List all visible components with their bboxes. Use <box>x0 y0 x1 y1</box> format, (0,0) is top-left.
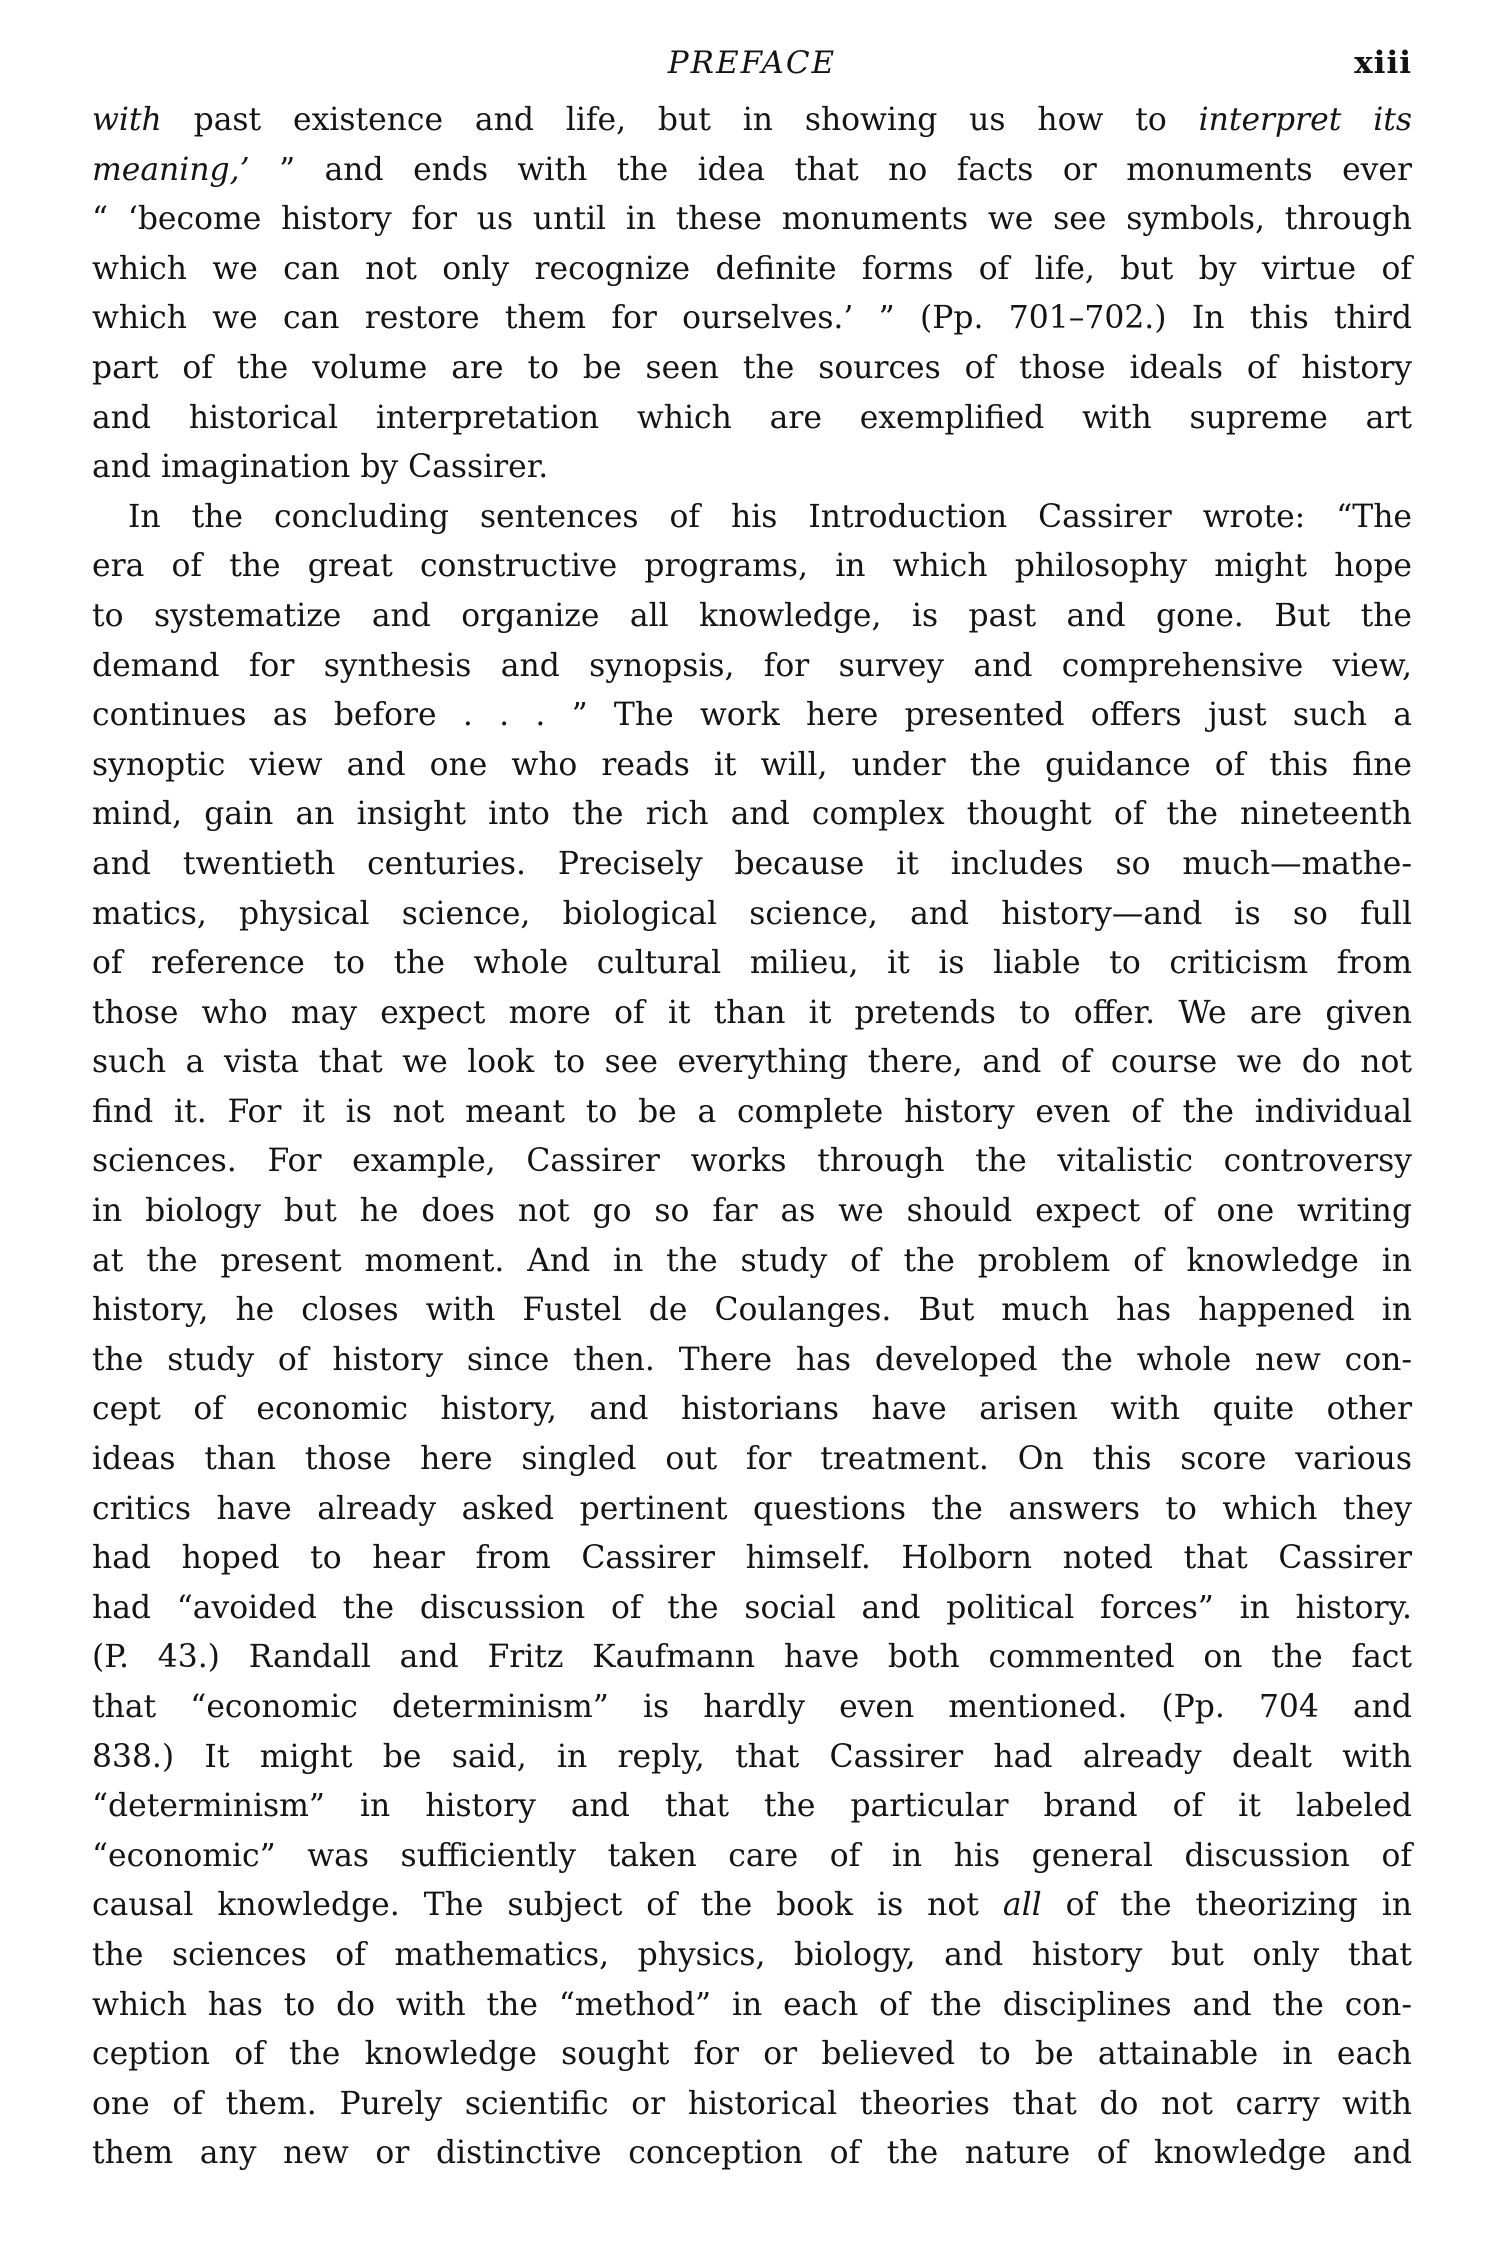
text-run: had hoped to hear from Cassirer himself. Holborn noted that Cassirer <box>92 1540 1412 1577</box>
text-line <box>92 1931 1412 1981</box>
body-text <box>92 96 1412 2179</box>
text-line <box>92 1385 1412 1435</box>
text-run: ” and ends with the idea that no facts or monuments ever <box>249 151 1412 188</box>
text-run: them any new or distinctive conception of the nature of knowledge and <box>92 2135 1412 2172</box>
text-line <box>92 2129 1412 2179</box>
text-run: continues as before . . . ” The work here presented offers just such a <box>92 697 1412 734</box>
text-run: mind, gain an insight into the rich and complex thought of the nineteenth <box>92 796 1412 833</box>
text-line <box>92 1534 1412 1584</box>
text-run: sciences. For example, Cassirer works through the vitalistic controversy <box>92 1143 1412 1180</box>
text-run: causal knowledge. The subject of the book is not <box>92 1887 1003 1924</box>
text-line <box>92 1435 1412 1485</box>
text-run: synoptic view and one who reads it will, under the guidance of this fine <box>92 746 1412 783</box>
text-line <box>92 1584 1412 1634</box>
italic-text: meaning,’ <box>92 151 250 188</box>
text-line <box>92 1286 1412 1336</box>
text-run: to systematize and organize all knowledge, is past and gone. But the <box>92 597 1412 634</box>
text-line <box>92 2080 1412 2130</box>
text-run: demand for synthesis and synopsis, for survey and comprehensive view, <box>92 647 1412 684</box>
text-run: which we can not only recognize definite forms of life, but by virtue of <box>92 250 1412 287</box>
text-line <box>92 1633 1412 1683</box>
text-run: cept of economic history, and historians have arisen with quite other <box>92 1391 1412 1428</box>
text-line <box>92 1733 1412 1783</box>
text-line <box>92 2030 1412 2080</box>
text-run: that “economic determinism” is hardly even mentioned. (Pp. 704 and <box>92 1689 1412 1725</box>
text-line <box>92 1237 1412 1287</box>
text-run: critics have already asked pertinent questions the answers to which they <box>92 1490 1412 1527</box>
text-run: the sciences of mathematics, physics, biology, and history but only that <box>92 1936 1412 1973</box>
text-run: of the theorizing in <box>1041 1887 1413 1924</box>
text-run: at the present moment. And in the study of the problem of knowledge in <box>92 1242 1412 1279</box>
text-run: in biology but he does not go so far as we should expect of one writing <box>92 1193 1412 1230</box>
text-run: ception of the knowledge sought for or believed to be attainable in each <box>92 2036 1412 2073</box>
text-line <box>92 890 1412 940</box>
text-line <box>92 741 1412 791</box>
text-line <box>92 1981 1412 2031</box>
text-run: In the concluding sentences of his Introduction Cassirer wrote: “The <box>128 498 1412 535</box>
text-line <box>92 989 1412 1039</box>
text-line <box>92 394 1412 444</box>
text-line <box>92 691 1412 741</box>
text-line <box>92 1336 1412 1386</box>
text-line <box>92 195 1412 245</box>
text-run: matics, physical science, biological science, and history—and is so full <box>92 895 1412 932</box>
text-line <box>92 840 1412 890</box>
text-line <box>92 1088 1412 1138</box>
text-run: which we can restore them for ourselves.’ ” (Pp. 701–702.) In this third <box>92 300 1412 337</box>
running-header <box>92 42 1412 84</box>
text-line <box>92 939 1412 989</box>
text-run: “ ‘become history for us until in these monuments we see symbols, through <box>92 201 1412 238</box>
text-line <box>92 443 1412 493</box>
text-line <box>92 1485 1412 1535</box>
text-line <box>92 146 1412 196</box>
text-line <box>92 294 1412 344</box>
book-page <box>92 42 1412 2222</box>
text-line <box>92 592 1412 642</box>
italic-text: all <box>1002 1887 1042 1924</box>
italic-text: interpret its <box>1198 102 1412 138</box>
text-run: the study of history since then. There has developed the whole new con- <box>92 1341 1412 1378</box>
text-run: and twentieth centuries. Precisely because it includes so much—mathe- <box>92 845 1412 882</box>
running-title: PREFACE <box>667 45 837 81</box>
text-run: “determinism” in history and that the particular brand of it labeled <box>92 1788 1412 1825</box>
text-run: (P. 43.) Randall and Fritz Kaufmann have both commented on the fact <box>92 1639 1412 1676</box>
text-run: one of them. Purely scientific or historical theories that do not carry with <box>92 2085 1412 2122</box>
text-line <box>92 1782 1412 1832</box>
text-line <box>92 642 1412 692</box>
text-run: and historical interpretation which are exemplified with supreme art <box>92 399 1412 436</box>
text-run: era of the great constructive programs, in which philosophy might hope <box>92 548 1412 585</box>
text-run: history, he closes with Fustel de Coulanges. But much has happened in <box>92 1292 1412 1329</box>
text-line <box>92 1683 1412 1733</box>
text-run: part of the volume are to be seen the sources of those ideals of history <box>92 349 1412 386</box>
text-line <box>92 245 1412 295</box>
text-run: past existence and life, but in showing us how to <box>161 102 1199 138</box>
text-run: had “avoided the discussion of the social and political forces” in history. <box>92 1589 1412 1626</box>
text-run: which has to do with the “method” in each of the disciplines and the con- <box>92 1986 1412 2023</box>
page-number: xiii <box>1354 45 1412 81</box>
text-line <box>92 790 1412 840</box>
text-line <box>92 344 1412 394</box>
italic-text: with <box>92 102 162 138</box>
text-run: those who may expect more of it than it pretends to offer. We are given <box>92 994 1412 1031</box>
text-run: such a vista that we look to see everything there, and of course we do not <box>92 1044 1412 1081</box>
text-run: 838.) It might be said, in reply, that Cassirer had already dealt with <box>92 1738 1412 1775</box>
text-run: find it. For it is not meant to be a complete history even of the individual <box>92 1093 1412 1130</box>
text-run: “economic” was sufficiently taken care of in his general discussion of <box>92 1837 1412 1874</box>
text-line <box>92 542 1412 592</box>
text-line <box>92 1832 1412 1882</box>
text-line <box>92 1137 1412 1187</box>
text-run: of reference to the whole cultural milieu, it is liable to criticism from <box>92 945 1412 982</box>
text-run: ideas than those here singled out for treatment. On this score various <box>92 1441 1412 1478</box>
text-line <box>92 96 1412 146</box>
text-line <box>92 493 1412 543</box>
text-line <box>92 1038 1412 1088</box>
text-run: and imagination by Cassirer. <box>92 449 549 486</box>
text-line <box>92 1187 1412 1237</box>
text-line <box>92 1881 1412 1931</box>
